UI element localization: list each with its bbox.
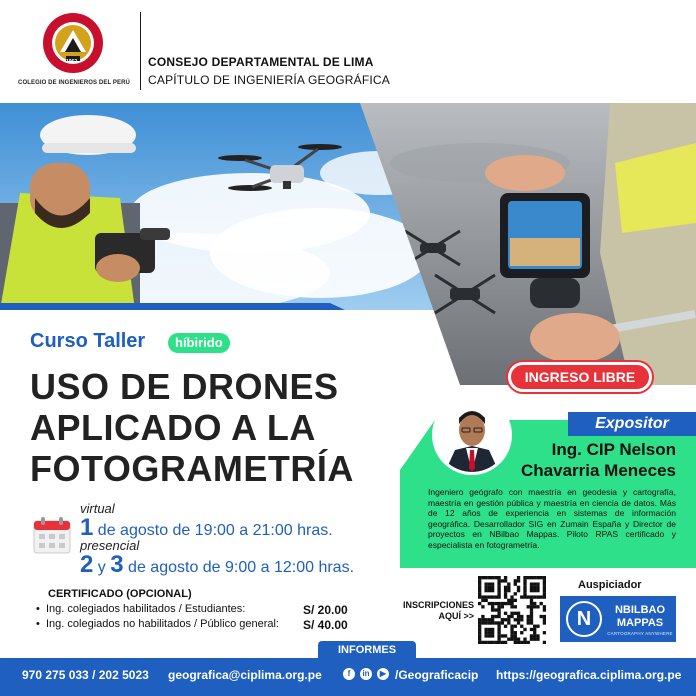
qr-module [523,582,526,585]
qr-module [501,641,504,644]
qr-module [497,605,500,608]
qr-module [494,602,497,605]
qr-module [478,638,481,641]
qr-module [488,582,491,585]
course-type-label: Curso Taller [30,330,146,352]
sponsor-tagline: CARTOGRAPHY ANYWHERE [607,631,673,636]
qr-module [501,618,504,621]
qr-module [517,576,520,579]
qr-module [510,595,513,598]
qr-module [478,641,481,644]
qr-module [530,586,533,589]
qr-module [543,608,546,611]
calendar-icon [32,515,72,555]
qr-module [478,628,481,631]
qr-module [491,628,494,631]
qr-module [514,625,517,628]
qr-module [494,595,497,598]
qr-module [497,625,500,628]
qr-module [514,618,517,621]
qr-module [488,634,491,637]
qr-module [478,586,481,589]
qr-module [488,618,491,621]
certificate-row-label: Ing. colegiados habilitados / Estudiantes: [46,603,246,615]
qr-module [478,595,481,598]
qr-module [517,579,520,582]
qr-module [478,634,481,637]
qr-module [494,621,497,624]
qr-module [510,628,513,631]
course-title-line-2: APLICADO A LA [30,407,316,448]
qr-module [491,608,494,611]
qr-module [517,589,520,592]
qr-module [527,595,530,598]
qr-module [533,576,536,579]
qr-module [488,576,491,579]
qr-module [533,582,536,585]
qr-module [507,586,510,589]
qr-module [488,631,491,634]
qr-module [491,618,494,621]
qr-module [494,608,497,611]
qr-module [533,634,536,637]
qr-module [488,641,491,644]
qr-module [497,612,500,615]
qr-module [533,631,536,634]
qr-module [510,634,513,637]
qr-module [484,641,487,644]
qr-module [514,634,517,637]
qr-module [488,602,491,605]
qr-module [523,595,526,598]
qr-module [520,618,523,621]
qr-module [478,579,481,582]
qr-module [536,595,539,598]
qr-module [497,576,500,579]
qr-module [481,599,484,602]
speaker-bio: Ingeniero geógrafo con maestría en geodesia y cartografía, maestría en gestión pública y maestría en ciencia de datos. Más de 12 años de experiencia en sistemas de información geográfica. Desarrollador SIG en Zumain España y Director de proyectos en NBilbao Mappas. Piloto RPAS certificado y especialista en fotogrametría. [428,487,676,550]
qr-module [507,589,510,592]
qr-module [497,602,500,605]
qr-module [491,595,494,598]
qr-module [517,641,520,644]
qr-module [514,612,517,615]
qr-module [536,638,539,641]
qr-module [517,615,520,618]
qr-module [540,595,543,598]
contact-phone[interactable]: 970 275 033 / 202 5023 [22,668,149,682]
qr-module [488,621,491,624]
sponsor-name-line-2: MAPPAS [616,617,664,629]
qr-module [484,634,487,637]
sponsor-mark: N [566,601,602,637]
qr-module [536,576,539,579]
qr-module [536,589,539,592]
qr-module [504,612,507,615]
speaker-photo [432,395,512,475]
qr-module [504,576,507,579]
qr-module [514,605,517,608]
qr-module [484,631,487,634]
qr-module [478,625,481,628]
qr-module [491,634,494,637]
presencial-day-2: 3 [110,551,124,578]
qr-module [543,576,546,579]
qr-module [497,638,500,641]
qr-module [481,605,484,608]
qr-module [507,602,510,605]
qr-module [530,638,533,641]
qr-module [514,641,517,644]
logo-caption: COLEGIO DE INGENIEROS DEL PERÚ [18,80,130,86]
presencial-date [80,551,354,579]
qr-module [530,618,533,621]
qr-module [543,641,546,644]
qr-module [497,582,500,585]
website-link[interactable]: https://geografica.ciplima.org.pe [496,668,682,682]
qr-module [507,621,510,624]
qr-module [484,599,487,602]
qr-module [543,579,546,582]
qr-module [491,605,494,608]
qr-module [507,599,510,602]
registration-label-line-1: INSCRIPCIONES [402,600,474,610]
certificate-row: • Ing. colegiados habilitados / Estudiantes: [36,603,246,615]
qr-module [484,621,487,624]
qr-module [527,618,530,621]
qr-module [481,641,484,644]
qr-module [501,579,504,582]
qr-module [484,582,487,585]
speaker-name-line-1: Ing. CIP Nelson [551,440,676,459]
qr-module [517,586,520,589]
qr-module [504,579,507,582]
qr-module [530,599,533,602]
qr-module [543,621,546,624]
qr-module [478,621,481,624]
presencial-date-text: de agosto de 9:00 a 12:00 hras. [123,559,355,576]
qr-module [494,615,497,618]
qr-module [527,621,530,624]
qr-module [514,582,517,585]
qr-module [504,602,507,605]
qr-module [530,602,533,605]
qr-module [510,599,513,602]
qr-module [533,602,536,605]
qr-module [504,592,507,595]
qr-module [497,608,500,611]
qr-module [536,605,539,608]
virtual-day: 1 [80,514,94,541]
qr-module [491,602,494,605]
qr-module [514,631,517,634]
qr-module [478,589,481,592]
sponsor-label: Auspiciador [578,579,642,591]
photo-drone-pilot [360,103,696,385]
qr-module [533,595,536,598]
qr-module [536,586,539,589]
course-title-line-1: USO DE DRONES [30,366,339,407]
linkedin-icon[interactable]: in [360,668,372,680]
qr-module [543,605,546,608]
qr-module [543,631,546,634]
qr-module [491,576,494,579]
sponsor-name-line-1: NBILBAO [614,604,666,616]
qr-module [527,615,530,618]
qr-module [484,586,487,589]
qr-module [488,595,491,598]
qr-module [478,592,481,595]
info-tab: INFORMES [318,641,416,659]
qr-module [494,641,497,644]
qr-module [530,612,533,615]
qr-module [530,621,533,624]
qr-module [523,638,526,641]
certificate-row: • Ing. colegiados no habilitados / Público general: [36,618,279,630]
qr-module [523,576,526,579]
certificate-row-label: Ing. colegiados no habilitados / Público general: [46,618,279,630]
registration-label-line-2: AQUÍ >> [438,611,474,621]
qr-module [533,638,536,641]
qr-module [523,586,526,589]
qr-module [481,576,484,579]
course-title-line-3: FOTOGRAMETRÍA [30,448,354,489]
qr-module [520,615,523,618]
qr-module [514,599,517,602]
qr-module [533,605,536,608]
contact-email[interactable]: geografica@ciplima.org.pe [168,668,322,682]
qr-module [527,641,530,644]
qr-module [491,582,494,585]
presencial-day-1: 2 [80,551,94,578]
qr-module [523,641,526,644]
youtube-icon[interactable]: ▶ [377,668,389,680]
qr-module [478,631,481,634]
qr-module [530,605,533,608]
qr-module [497,579,500,582]
qr-module [501,602,504,605]
qr-module [491,621,494,624]
speaker-tag: Expositor [568,412,696,436]
qr-module [530,634,533,637]
qr-module [504,625,507,628]
qr-module [520,631,523,634]
sponsor-logo [560,596,676,642]
qr-module [481,595,484,598]
qr-module [540,602,543,605]
virtual-date-text: de agosto de 19:00 a 21:00 hras. [93,522,333,539]
qr-module [514,579,517,582]
qr-module [543,589,546,592]
qr-module [520,595,523,598]
org-subtitle: CAPÍTULO DE INGENIERÍA GEOGRÁFICA [148,73,390,87]
qr-module [488,589,491,592]
qr-module [533,586,536,589]
qr-module [520,625,523,628]
qr-module [504,586,507,589]
qr-module [481,615,484,618]
qr-module [543,586,546,589]
cip-logo [42,12,104,74]
registration-qr-code[interactable] [478,576,546,644]
qr-module [481,621,484,624]
qr-module [517,621,520,624]
qr-module [484,628,487,631]
qr-module [504,618,507,621]
qr-module [523,579,526,582]
social-handle[interactable]: /Geograficacip [395,668,479,682]
qr-module [497,634,500,637]
certificate-title: CERTIFICADO (OPCIONAL) [48,588,192,600]
qr-module [543,592,546,595]
qr-module [510,625,513,628]
qr-module [507,582,510,585]
presencial-connector: y [93,559,111,576]
qr-module [543,618,546,621]
qr-module [484,595,487,598]
qr-module [504,589,507,592]
qr-module [491,615,494,618]
qr-module [527,605,530,608]
certificate-price: S/ 40.00 [303,618,348,632]
qr-module [514,592,517,595]
qr-module [523,628,526,631]
qr-module [484,589,487,592]
qr-module [530,582,533,585]
qr-module [536,634,539,637]
qr-module [501,621,504,624]
header-divider [140,12,141,90]
qr-module [533,628,536,631]
qr-module [540,576,543,579]
qr-module [497,615,500,618]
hybrid-badge: híbirido [168,333,230,353]
qr-module [517,638,520,641]
qr-module [523,592,526,595]
qr-module [497,641,500,644]
qr-module [510,605,513,608]
qr-module [478,576,481,579]
qr-module [484,576,487,579]
qr-module [533,625,536,628]
speaker-name-line-2: Chavarria Meneces [521,461,676,480]
qr-module [517,612,520,615]
registration-label [392,600,474,622]
qr-module [530,589,533,592]
qr-module [497,586,500,589]
qr-module [523,589,526,592]
qr-module [510,638,513,641]
certificate-price: S/ 20.00 [303,603,348,617]
qr-module [491,589,494,592]
qr-module [497,621,500,624]
qr-module [543,582,546,585]
qr-module [501,605,504,608]
qr-module [527,576,530,579]
qr-module [530,628,533,631]
qr-module [507,618,510,621]
qr-module [536,625,539,628]
qr-module [494,576,497,579]
qr-module [478,618,481,621]
presencial-mode-label: presencial [80,538,140,553]
qr-module [530,595,533,598]
qr-module [507,615,510,618]
qr-module [510,612,513,615]
qr-module [491,631,494,634]
qr-module [504,634,507,637]
org-title: CONSEJO DEPARTAMENTAL DE LIMA [148,55,374,69]
qr-module [484,618,487,621]
qr-module [488,628,491,631]
qr-module [504,641,507,644]
qr-module [543,595,546,598]
qr-module [497,628,500,631]
virtual-mode-label: virtual [80,501,115,516]
qr-module [481,618,484,621]
qr-module [491,586,494,589]
qr-module [543,615,546,618]
qr-module [530,615,533,618]
qr-module [491,641,494,644]
qr-module [497,595,500,598]
qr-module [497,592,500,595]
qr-module [497,631,500,634]
facebook-icon[interactable]: f [343,668,355,680]
qr-module [497,589,500,592]
qr-module [536,582,539,585]
qr-module [533,589,536,592]
qr-module [510,602,513,605]
qr-module [540,615,543,618]
qr-module [517,618,520,621]
logo-year: 1962 [66,59,78,65]
free-entry-badge: INGRESO LIBRE [508,362,652,392]
qr-module [507,638,510,641]
qr-module [510,615,513,618]
qr-module [530,608,533,611]
qr-module [478,582,481,585]
qr-module [530,576,533,579]
qr-module [504,595,507,598]
qr-module [501,634,504,637]
qr-module [488,586,491,589]
qr-module [514,638,517,641]
qr-module [520,641,523,644]
qr-module [478,602,481,605]
qr-module [510,631,513,634]
